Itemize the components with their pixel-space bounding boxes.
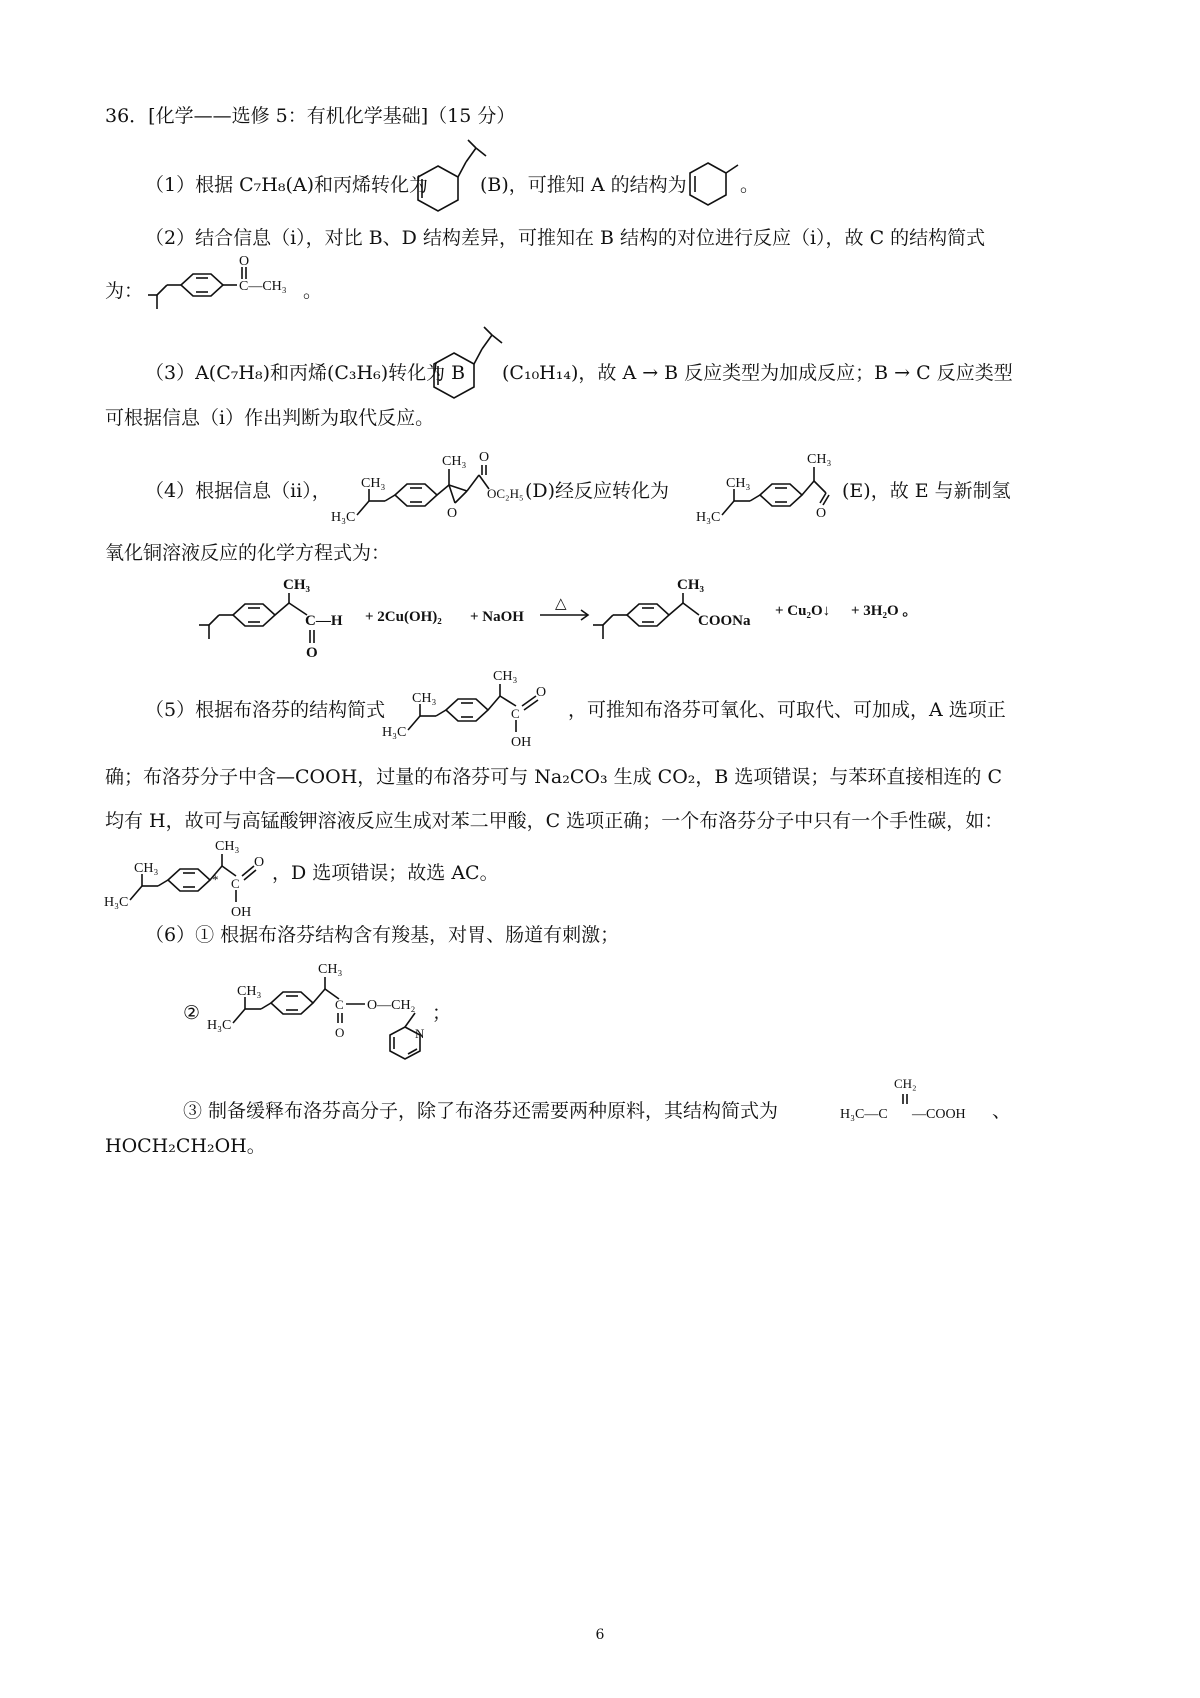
part5-line3: 均有 H，故可与高锰酸钾溶液反应生成对苯二甲酸，C 选项正确；一个布洛芬分子中只有一个手性碳，如： (105, 810, 1004, 832)
part2-end: 。 (303, 280, 323, 302)
label-h3c-chiral: H₃C (104, 895, 129, 910)
structure-ibuprofen-pyridyl-ester (205, 955, 465, 1065)
structure-b-isobutylbenzene (408, 140, 488, 220)
label-epoxide-o: O (447, 506, 458, 521)
label-o-5: O (536, 685, 547, 700)
part1-text-b: (B)，可推知 A 的结构为 (480, 174, 687, 196)
part3-text-a: （3）A(C₇H₈)和丙烯(C₃H₆)转化为 B (145, 362, 466, 384)
label-o: O (239, 254, 250, 269)
label-o-ch2: O—CH₂ (367, 998, 416, 1013)
label-c-5: C (511, 706, 520, 721)
label-ch3-6-top: CH₃ (318, 962, 343, 977)
part3-line2: 可根据信息（ⅰ）作出判断为取代反应。 (105, 407, 435, 429)
label-h3c-6: H₃C (207, 1018, 232, 1033)
label-n: N (415, 1026, 425, 1041)
label-oh-chiral: OH (231, 905, 252, 920)
label-o-chiral: O (254, 855, 265, 870)
eq-label-o: O (306, 645, 318, 661)
part4-text-b: (D)经反应转化为 (525, 480, 670, 502)
eq-label-ch3-1: CH₃ (283, 577, 310, 593)
label-ch3-6: CH₃ (237, 984, 262, 999)
part5-text-b: ，可推知布洛芬可氧化、可取代、可加成，A 选项正 (568, 699, 1006, 721)
label-ch2-mma: CH₂ (894, 1076, 917, 1091)
page-number: 6 (595, 1627, 605, 1643)
part2-line1: （2）结合信息（ⅰ），对比 B、D 结构差异，可推知在 B 结构的对位进行反应（ⅰ），故 C 的结构简式 (145, 227, 986, 249)
label-c-6: C (335, 997, 344, 1012)
eq-plus-naoh: + NaOH (470, 609, 524, 625)
part6-semicolon: ； (432, 1002, 452, 1024)
label-h3c: H₃C (331, 510, 356, 525)
label-ch3-top: CH₃ (442, 454, 467, 469)
label-h3c-5: H₃C (382, 725, 407, 740)
label-h3c-e: H₃C (696, 510, 721, 525)
eq-plus-cu2o: + Cu₂O↓ (775, 603, 831, 619)
label-ch3-e-top: CH₃ (807, 452, 832, 467)
part1-text-a: （1）根据 C₇H₈(A)和丙烯转化为 (145, 174, 429, 196)
eq-plus-h2o: + 3H₂O 。 (851, 603, 918, 619)
label-o-e: O (816, 506, 827, 521)
structure-a-toluene (688, 160, 748, 210)
label-c-chiral: C (231, 876, 240, 891)
part6-line3: ③ 制备缓释布洛芬高分子，除了布洛芬还需要两种原料，其结构简式为 (183, 1100, 779, 1122)
label-carbonyl-o: O (479, 450, 490, 465)
part5-line4: ，D 选项错误；故选 AC。 (272, 862, 499, 884)
part4-line2: 氧化铜溶液反应的化学方程式为： (105, 542, 391, 564)
question-title: 36．[化学——选修 5：有机化学基础]（15 分） (105, 105, 516, 127)
label-ch3-chiral-top: CH₃ (215, 839, 240, 854)
chiral-star: * (212, 872, 219, 887)
label-dash-cooh: —COOH (912, 1107, 966, 1122)
eq-label-c-h: C—H (305, 613, 343, 629)
structure-e-aldehyde (692, 445, 842, 527)
label-o-6: O (335, 1025, 345, 1040)
structure-b-isobutylbenzene-2 (424, 325, 504, 407)
label-ch3-5-top: CH₃ (493, 669, 518, 684)
part6-line1: （6）① 根据布洛芬结构含有羧基，对胃、肠道有刺激； (145, 924, 620, 946)
label-ch3-e: CH₃ (726, 476, 751, 491)
reaction-equation (195, 575, 955, 665)
structure-c-acetyl (145, 255, 315, 315)
part6-mark-2: ② (183, 1002, 201, 1024)
label-oh-5: OH (511, 735, 532, 750)
eq-label-coona: COONa (698, 613, 751, 629)
part4-text-a: （4）根据信息（ⅱ）， (145, 480, 331, 502)
eq-heat: △ (555, 596, 567, 612)
part6-line4: HOCH₂CH₂OH。 (105, 1135, 266, 1157)
part5-line2: 确；布洛芬分子中含—COOH，过量的布洛芬可与 Na₂CO₃ 生成 CO₂，B 选项错误；与苯环直接相连的 C (105, 766, 1002, 788)
structure-d-epoxide-ester (327, 445, 527, 527)
part2-line2: 为： (105, 280, 144, 302)
label-ch3-5: CH₃ (412, 691, 437, 706)
structure-ibuprofen-chiral (102, 832, 282, 922)
structure-ibuprofen (380, 662, 580, 752)
label-ch3: CH₃ (361, 476, 386, 491)
part6-line3-end: 、 (992, 1100, 1012, 1122)
part3-text-b: (C₁₀H₁₄)，故 A → B 反应类型为加成反应；B → C 反应类型 (502, 362, 1013, 384)
label-oc2h5: OC₂H₅ (487, 486, 524, 501)
eq-label-ch3-2: CH₃ (677, 577, 704, 593)
label-h3c-c: H₃C—C (840, 1107, 888, 1122)
part4-text-c: (E)，故 E 与新制氢 (842, 480, 1011, 502)
label-ch3-chiral: CH₃ (134, 861, 159, 876)
part1-text-c: 。 (740, 174, 760, 196)
structure-methacrylic-acid (838, 1072, 988, 1128)
label-c-ch3: C—CH₃ (239, 279, 287, 294)
part5-text-a: （5）根据布洛芬的结构简式 (145, 699, 386, 721)
eq-plus-cuoh2: + 2Cu(OH)₂ (365, 609, 442, 625)
